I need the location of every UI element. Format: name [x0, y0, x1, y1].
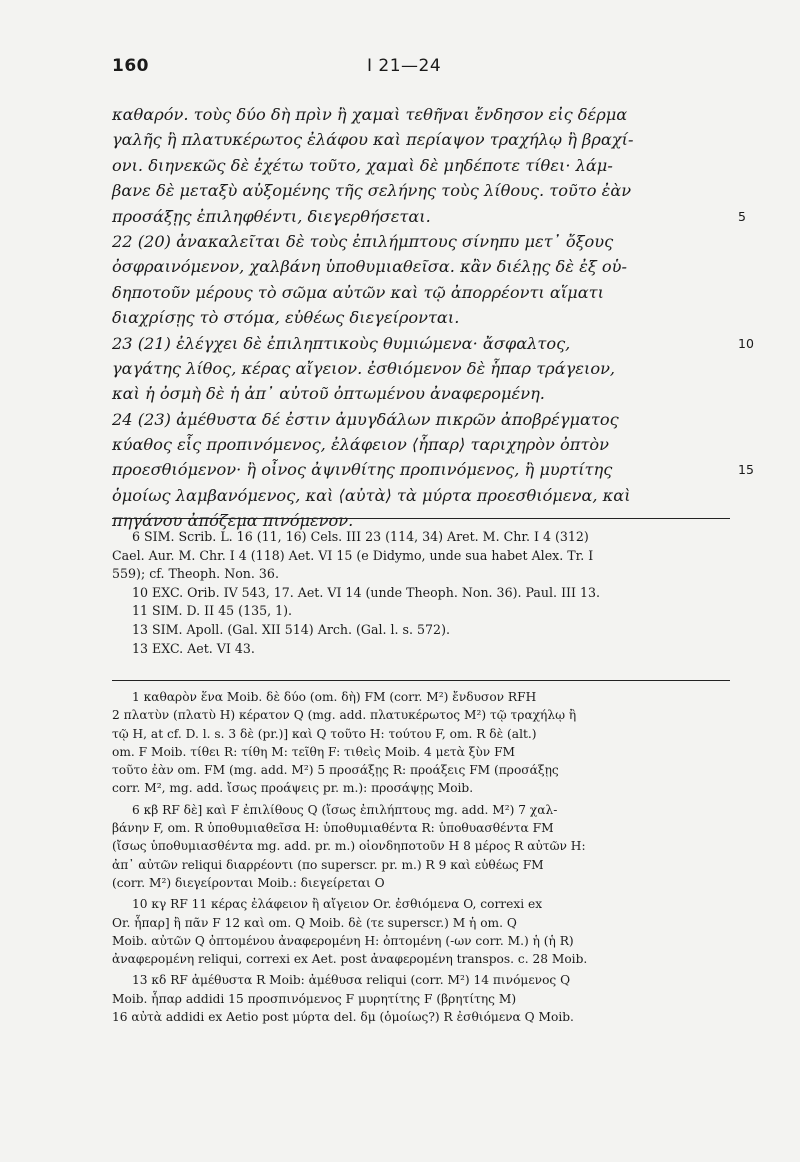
source-line: 11 SIM. D. II 45 (135, 1). [132, 603, 293, 619]
apparatus-rule [112, 680, 730, 681]
text-line-content: ονι. διηνεκῶς δὲ ἐχέτω τοῦτο, χαμαὶ δὲ μηδέποτε τίθει· λάμ- [112, 155, 613, 175]
text-line [112, 153, 730, 178]
apparatus-line: (corr. M²) διεγείρονται Moib.: διεγείρεται O [112, 875, 385, 890]
text-line [112, 178, 730, 203]
text-line-content: καθαρόν. τοὺς δύο δὴ πρὶν ἢ χαμαὶ τεθῆναι ἔνδησον εἰς δέρμα [112, 105, 628, 124]
source-line: 6 SIM. Scrib. L. 16 (11, 16) Cels. III 23 (114, 34) Aret. M. Chr. I 4 (312) [132, 529, 589, 544]
text-line-content: ὁμοίως λαμβανόμενος, καὶ ⟨αὐτὰ⟩ τὰ μύρτα προεσθιόμενα, καὶ [112, 485, 631, 505]
apparatus-line: τῷ H, at cf. D. l. s. 3 δὲ (pr.)] καὶ Q τοῦτο H: τούτου F, om. R δὲ (alt.) [112, 726, 537, 741]
apparatus-line: τοῦτο ἐὰν om. FM (mg. add. M²) 5 προσάξῃς R: προάξεις FM (προσάξῃς [112, 763, 559, 778]
line-number: 5 [738, 208, 746, 224]
page-header [112, 56, 732, 80]
text-line [112, 127, 730, 152]
apparatus-line: ἀπ᾽ αὐτῶν reliqui διαρρέοντι (πο superscr. pr. m.) R 9 καὶ εὐθέως FM [112, 857, 544, 872]
apparatus-line: Moib. αὐτῶν Q ὀπτομένου ἀναφερομένη H: ὀπτομένη (-ων corr. M.) ἡ (ἡ R) [112, 933, 574, 948]
text-line [112, 457, 754, 482]
source-line: 13 EXC. Aet. VI 43. [132, 640, 255, 656]
sources-apparatus [112, 528, 730, 658]
apparatus-line: corr. M², mg. add. ἴσως προάψεις pr. m.): προσάψῃς Moib. [112, 781, 474, 796]
source-line: 559); cf. Theoph. Non. 36. [112, 566, 279, 582]
text-line [112, 483, 730, 508]
text-line [112, 381, 730, 406]
text-line-content: καὶ ἡ ὀσμὴ δὲ ἡ ἀπ᾽ αὐτοῦ ὀπτωμένου ἀναφερομένη. [112, 384, 545, 404]
text-line [112, 254, 730, 279]
main-greek-text [112, 102, 754, 534]
source-line: Cael. Aur. M. Chr. I 4 (118) Aet. VI 15 (e Didymo, unde sua habet Alex. Tr. I [112, 547, 594, 563]
apparatus-line: (ἴσως ὑποθυμιασθέντα mg. add. pr. m.) οἱονδηποτοῦν H 8 μέρος R αὐτῶν H: [112, 839, 586, 854]
text-line [112, 204, 746, 229]
apparatus-line: 2 πλατὺν (πλατὺ H) κέρατον Q (mg. add. πλατυκέρωτος M²) τῷ τραχήλῳ ἢ [112, 708, 577, 723]
page-number: 160 [112, 56, 149, 76]
text-line-content: δηποτοῦν μέρους τὸ σῶμα αὐτῶν καὶ τῷ ἀπορρέοντι αἵματι [112, 282, 604, 302]
text-line-content: γαλῆς ἢ πλατυκέρωτος ἐλάφου καὶ περίαψον τραχήλῳ ἢ βραχί- [112, 130, 634, 150]
text-line [112, 280, 730, 305]
text-line [112, 407, 730, 432]
apparatus-line: 10 κγ RF 11 κέρας ἐλάφειον ἢ αἴγειον Or. ἐσθιόμενα O, correxi ex [132, 897, 543, 912]
text-line [112, 356, 730, 381]
apparatus-line: 13 κδ RF ἀμέθυστα R Moib: ἀμέθυσα reliqui (corr. M²) 14 πινόμενος Q [132, 973, 571, 988]
apparatus-line: 1 καθαρὸν ἕνα Moib. δὲ δύο (om. δὴ) FM (corr. M²) ἔνδυσον RFH [132, 690, 537, 704]
text-line [112, 102, 730, 127]
text-line-content: προσάξῃς ἐπιληφθέντι, διεγερθήσεται. [112, 206, 431, 226]
apparatus-line: Or. ἧπαρ] ἢ πᾶν F 12 καὶ om. Q Moib. δὲ (τε superscr.) M ἡ om. Q [112, 915, 517, 930]
text-line-content: 22 (20) ἀνακαλεῖται δὲ τοὺς ἐπιλήμπτους σίνηπυ μετ᾽ ὄξους [112, 231, 614, 251]
text-line-content: διαχρίσῃς τὸ στόμα, εὐθέως διεγείρονται. [112, 308, 460, 328]
apparatus-line: om. F Moib. τίθει R: τίθη M: τεῖθη F: τιθεὶς Moib. 4 μετὰ ξὺν FM [112, 744, 516, 759]
text-line-content: 24 (23) ἀμέθυστα δέ ἐστιν ἀμυγδάλων πικρῶν ἀποβρέγματος [112, 409, 619, 429]
source-line: 13 SIM. Apoll. (Gal. XII 514) Arch. (Gal. l. s. 572). [132, 621, 450, 637]
critical-apparatus [112, 688, 736, 1026]
text-line-content: βανε δὲ μεταξὺ αὐξομένης τῆς σελήνης τοὺς λίθους. τοῦτο ἐὰν [112, 181, 632, 201]
apparatus-line: Moib. ἧπαρ addidi 15 προσπινόμενος F μυρητίτης F (βρητίτης M) [112, 991, 517, 1006]
apparatus-line: 6 κβ RF δὲ] καὶ F ἐπιλίθους Q (ἴσως ἐπιλήπτους mg. add. M²) 7 χαλ- [132, 802, 558, 817]
apparatus-line: βάνην F, om. R ὑποθυμιαθεῖσα H: ὑποθυμιαθέντα R: ὑποθυασθέντα FM [112, 821, 554, 836]
text-line [112, 331, 754, 356]
line-number: 10 [738, 335, 754, 351]
sources-rule [112, 518, 730, 519]
text-line [112, 432, 730, 457]
text-line [112, 229, 730, 254]
apparatus-line: ἀναφερομένη reliqui, correxi ex Aet. post ἀναφερομένη transpos. c. 28 Moib. [112, 952, 588, 967]
text-line [112, 305, 730, 330]
apparatus-line: 16 αὐτὰ addidi ex Aetio post μύρτα del. δμ (ὁμοίως?) R ἐσθιόμενα Q Moib. [112, 1010, 574, 1025]
text-line-content: ὀσφραινόμενον, χαλβάνη ὑποθυμιαθεῖσα. κἂν διέλῃς δὲ ἐξ οὑ- [112, 257, 627, 277]
running-head-range: I 21—24 [367, 56, 442, 76]
text-line-content: πηγάνου ἀπόζεμα πινόμενον. [112, 511, 354, 531]
text-line-content: προεσθιόμενον· ἢ οἶνος ἀψινθίτης προπινόμενος, ἢ μυρτίτης [112, 460, 613, 480]
source-line: 10 EXC. Orib. IV 543, 17. Aet. VI 14 (unde Theoph. Non. 36). Paul. III 13. [132, 584, 601, 600]
text-line-content: γαγάτης λίθος, κέρας αἴγειον. ἐσθιόμενον δὲ ἧπαρ τράγειον, [112, 358, 616, 378]
text-line-content: κύαθος εἷς προπινόμενος, ἐλάφειον ⟨ἧπαρ⟩ ταριχηρὸν ὀπτὸν [112, 435, 609, 455]
line-number: 15 [738, 462, 754, 478]
text-line-content: 23 (21) ἐλέγχει δὲ ἐπιληπτικοὺς θυμιώμενα· ἄσφαλτος, [112, 333, 571, 353]
